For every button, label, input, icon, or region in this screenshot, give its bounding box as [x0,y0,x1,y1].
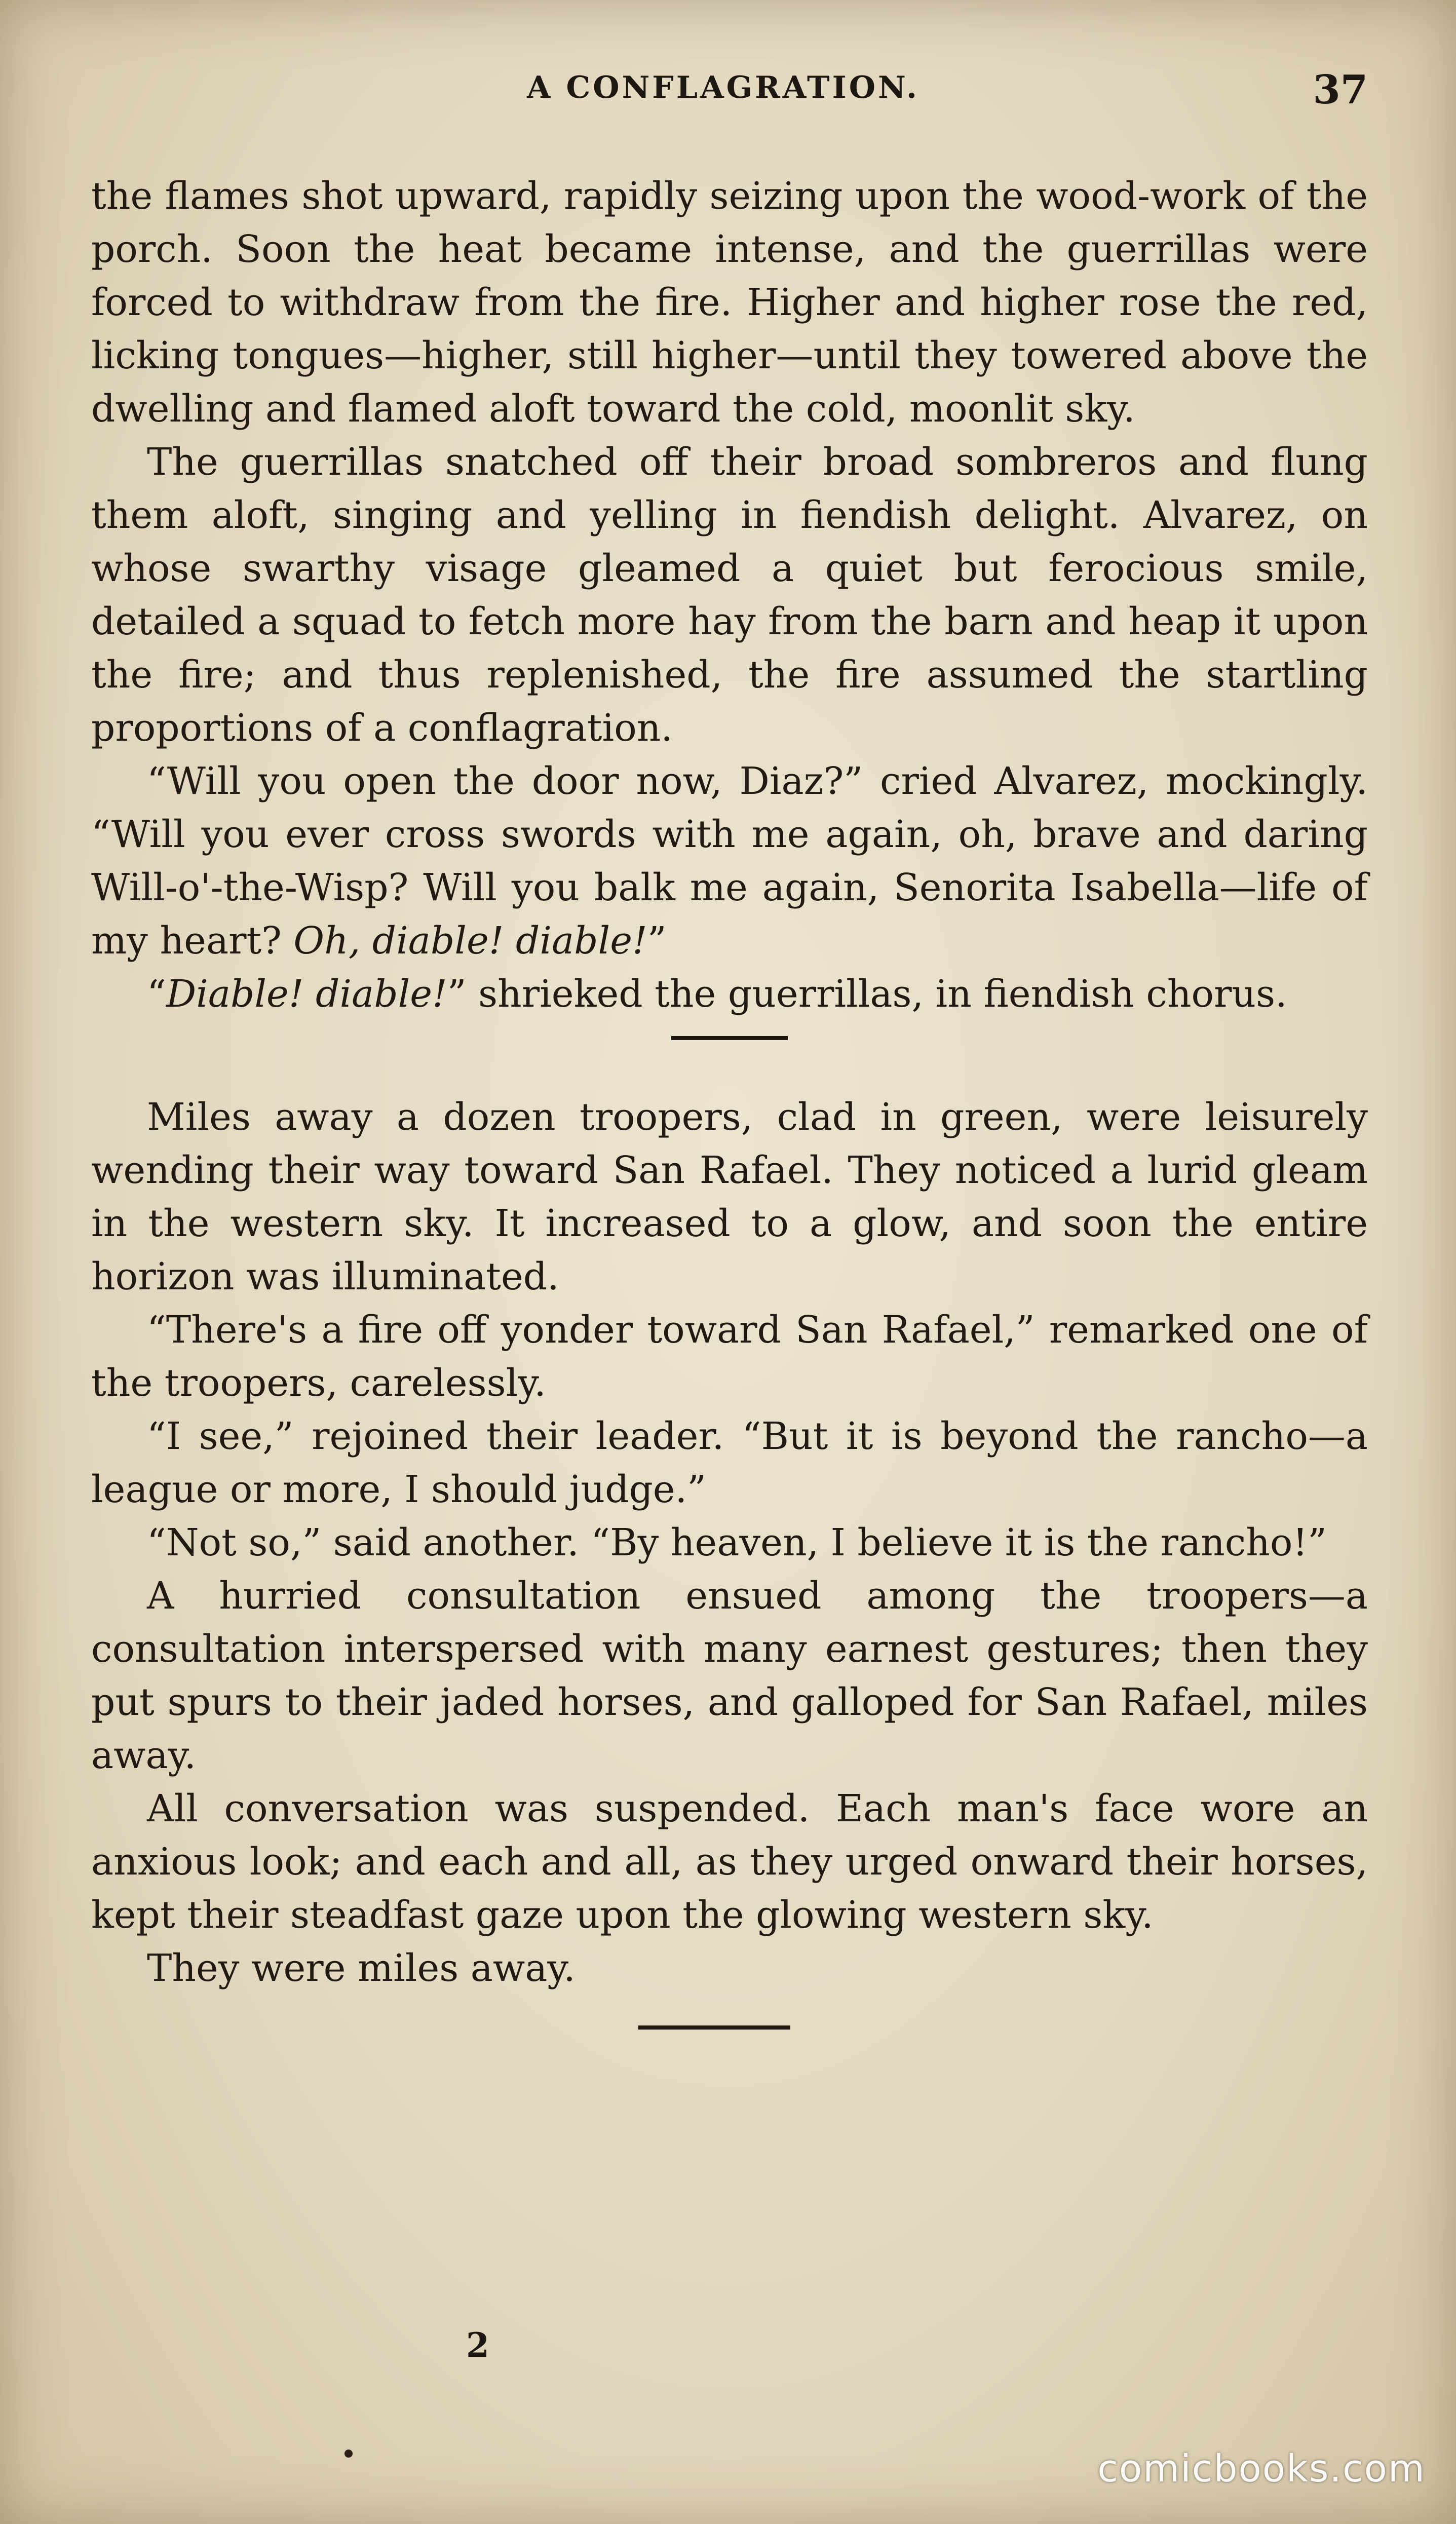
page-header [91,67,1368,126]
paragraph-text-after: ” shrieked the guerrillas, in fiendish chorus. [447,972,1287,1016]
paragraph-3 [91,755,1368,968]
paragraph-italic: Diable! diable! [166,972,447,1016]
running-title: A CONFLAGRATION. [527,70,919,105]
body-text [91,170,1368,2030]
paragraph-2 [91,436,1368,755]
paragraph-text: “ [147,972,166,1016]
section-divider [671,1036,788,1040]
paragraph-8 [91,1516,1368,1570]
paragraph-7 [91,1410,1368,1516]
paragraph-1 [91,170,1368,436]
signature-mark: 2 [466,2325,489,2365]
paragraph-11 [91,1942,1368,1995]
paragraph-text: “Will you open the door now, Diaz?” cried Alvarez, mockingly. “Will you ever cross swords with me again, oh, brave and daring Will-o'-the-Wisp? Will you balk me again, Senorita Isabella—life of my heart? [91,759,1368,963]
paragraph-text: Miles away a dozen troopers, clad in green, were leisurely wending their way toward San Rafael. They noticed a lurid gleam in the western sky. It increased to a glow, and soon the entire horizon was illuminated. [91,1095,1368,1298]
paragraph-9 [91,1570,1368,1782]
paragraph-5 [91,1091,1368,1304]
paragraph-text: “Not so,” said another. “By heaven, I believe it is the rancho!” [147,1521,1327,1564]
paragraph-text: All conversation was suspended. Each man's face wore an anxious look; and each and all, as they urged onward their horses, kept their steadfast gaze upon the glowing western sky. [91,1787,1368,1937]
ink-dot [344,2450,353,2458]
watermark: comicbooks.com [1097,2447,1426,2491]
paragraph-10 [91,1782,1368,1942]
page-number: 37 [1313,67,1368,113]
paragraph-6 [91,1304,1368,1410]
paragraph-text: A hurried consultation ensued among the troopers—a consultation interspersed with many earnest gestures; then they put spurs to their jaded horses, and galloped for San Rafael, miles away. [91,1574,1368,1777]
paragraph-text-after: ” [647,919,667,963]
end-divider [638,2025,790,2030]
paragraph-text: the flames shot upward, rapidly seizing upon the wood-work of the porch. Soon the heat became intense, and the guerrillas were forced to withdraw from the fire. Higher and higher rose the red, licking tongues—higher, still higher—until they towered above the dwelling and flamed aloft toward the cold, moonlit sky. [91,174,1368,431]
paragraph-4 [91,968,1368,1021]
paragraph-text: They were miles away. [147,1946,576,1990]
paragraph-italic: Oh, diable! diable! [293,919,647,963]
paragraph-text: The guerrillas snatched off their broad sombreros and flung them aloft, singing and yelling in fiendish delight. Alvarez, on whose swarthy visage gleamed a quiet but ferocious smile, detailed a squad to fetch more hay from the barn and heap it upon the fire; and thus replenished, the fire assumed the startling proportions of a conflagration. [91,440,1368,750]
paragraph-text: “I see,” rejoined their leader. “But it is beyond the rancho—a league or more, I should judge.” [91,1414,1368,1511]
paragraph-text: “There's a fire off yonder toward San Rafael,” remarked one of the troopers, carelessly. [91,1308,1368,1405]
